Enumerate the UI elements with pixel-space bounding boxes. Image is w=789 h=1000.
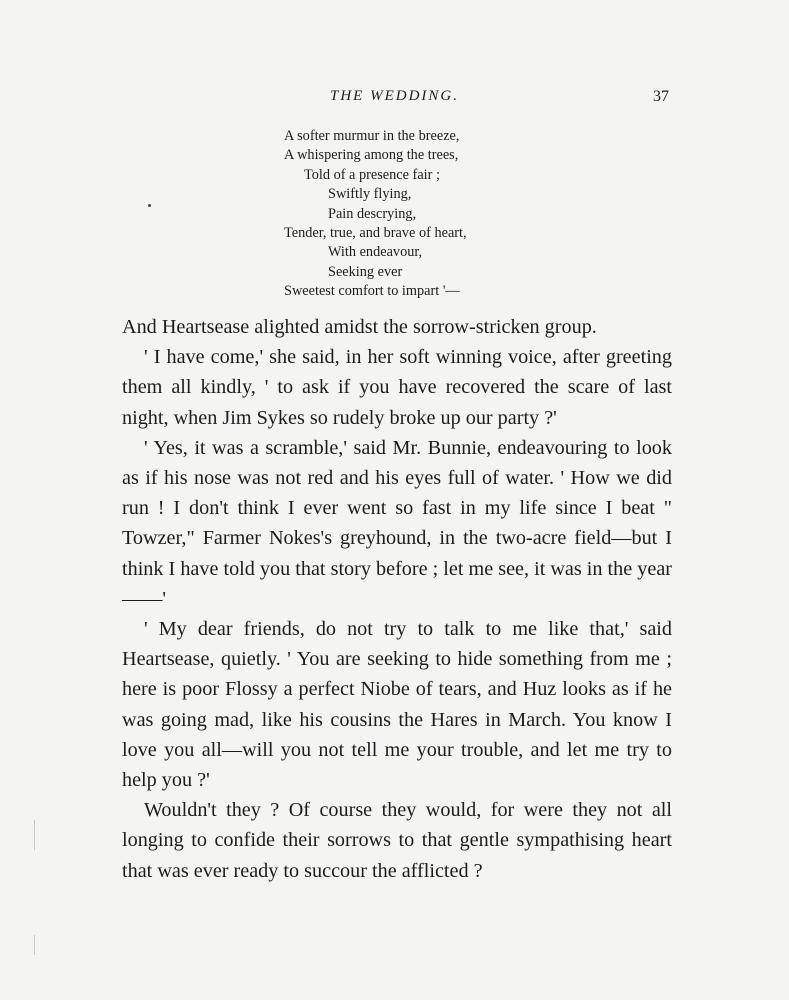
poem-line: Sweetest comfort to impart '— xyxy=(284,283,460,300)
running-head xyxy=(0,88,789,112)
poem-line: A softer murmur in the breeze, xyxy=(284,128,460,144)
page-edge-mark xyxy=(34,820,35,850)
running-title: THE WEDDING. xyxy=(330,88,459,104)
poem-line: Told of a presence fair ; xyxy=(304,166,440,183)
poem-line: Seeking ever xyxy=(328,263,403,280)
prose-body xyxy=(122,312,672,886)
paragraph: ' I have come,' she said, in her soft winning voice, after greeting them all kindly, ' to ask if you have recovered the scare of last night, when Jim Sykes so rudely broke up our party ?' xyxy=(122,346,672,429)
poem-line: Pain descrying, xyxy=(328,205,417,222)
page-edge-mark xyxy=(34,935,35,955)
paragraph: ' Yes, it was a scramble,' said Mr. Bunnie, endeavouring to look as if his nose was not red and his eyes full of water. ' How we did run ! I don't think I ever went so fast in my life since I beat " Towzer," Farmer Nokes's greyhound, in the two-acre field—but I think I have told you that story before ; let me see, it was in the year——' xyxy=(122,436,672,610)
poem-stanza xyxy=(284,127,614,302)
poem-line: With endeavour, xyxy=(328,244,423,261)
paragraph: And Heartsease alighted amidst the sorrow-stricken group. xyxy=(122,316,597,338)
print-speck xyxy=(148,204,151,207)
paragraph: Wouldn't they ? Of course they would, for were they not all longing to confide their sorrows to that gentle sympathising heart that was ever ready to succour the afflicted ? xyxy=(122,799,672,882)
poem-line: Tender, true, and brave of heart, xyxy=(284,225,467,242)
page-number: 37 xyxy=(653,88,669,105)
poem-line: A whispering among the trees, xyxy=(284,147,459,164)
paragraph: ' My dear friends, do not try to talk to me like that,' said Heartsease, quietly. ' You are seeking to hide something from me ; here is poor Flossy a perfect Niobe of tears, and Huz looks as if he was going mad, like his cousins the Hares in March. You know I love you all—will you not tell me your trouble, and let me try to help you ?' xyxy=(122,618,672,792)
poem-line: Swiftly flying, xyxy=(328,186,412,203)
